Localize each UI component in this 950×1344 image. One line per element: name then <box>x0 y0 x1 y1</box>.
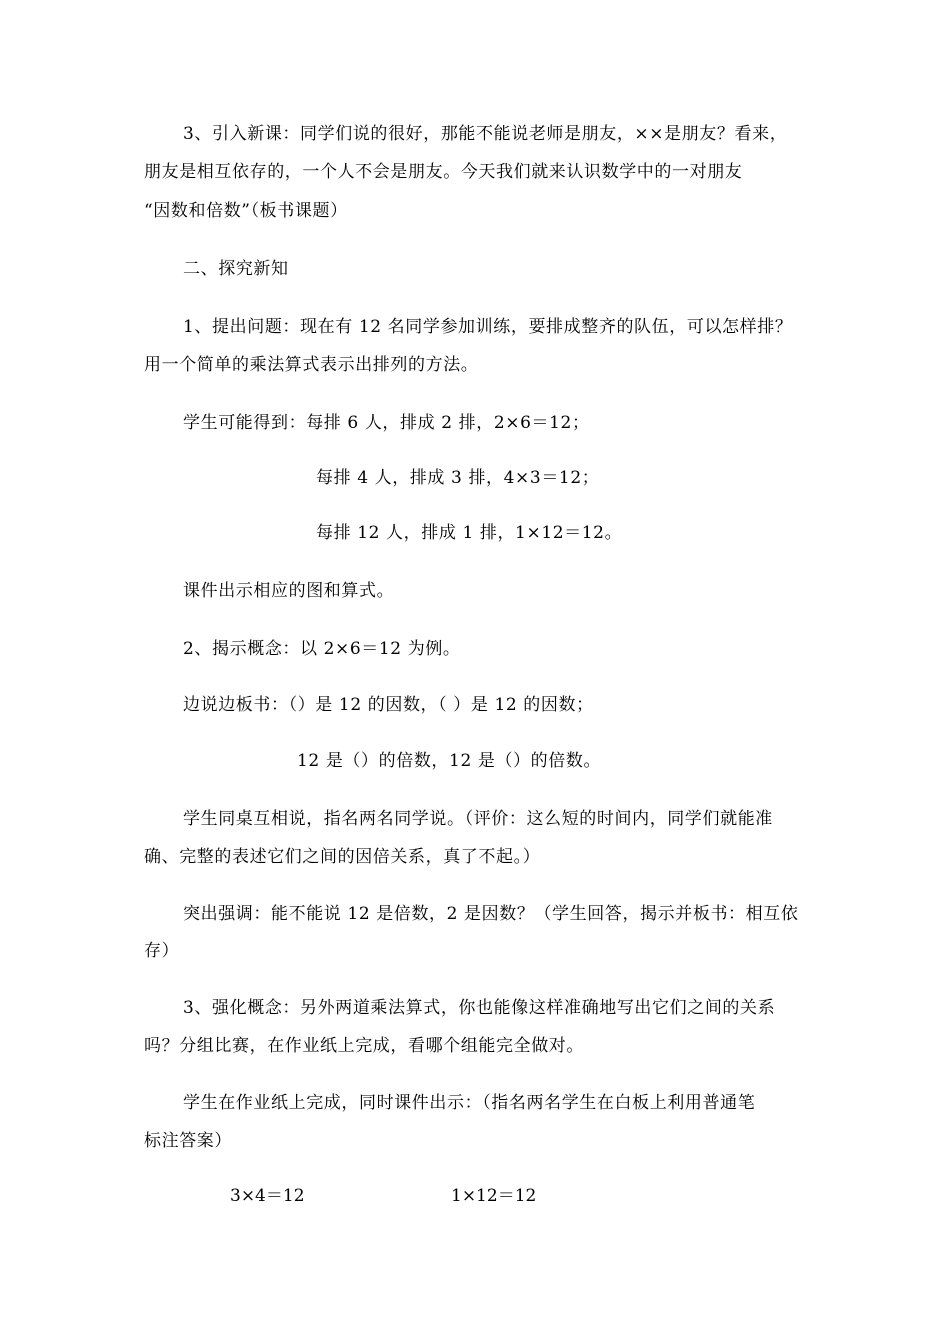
paragraph-line: 学生在作业纸上完成，同时课件出示：（指名两名学生在白板上利用普通笔 <box>183 1093 756 1113</box>
paragraph-line: 学生同桌互相说，指名两名同学说。（评价：这么短的时间内，同学们就能准 <box>183 809 773 829</box>
paragraph-line: 学生可能得到：每排 6 人，排成 2 排，2×6＝12； <box>183 413 590 433</box>
formula: 1×12＝12 <box>451 1186 537 1206</box>
paragraph-line: “因数和倍数”（板书课题） <box>144 201 348 221</box>
paragraph-line: 朋友是相互依存的，一个人不会是朋友。今天我们就来认识数学中的一对朋友 <box>144 162 743 182</box>
paragraph-line: 1、提出问题：现在有 12 名同学参加训练，要排成整齐的队伍，可以怎样排？ <box>183 317 793 337</box>
paragraph-line: 12 是（）的倍数，12 是（）的倍数。 <box>297 751 602 771</box>
paragraph-line: 每排 12 人，排成 1 排，1×12＝12。 <box>316 523 623 543</box>
paragraph-line: 标注答案） <box>144 1131 232 1151</box>
paragraph-line: 3、强化概念：另外两道乘法算式，你也能像这样准确地写出它们之间的关系 <box>183 998 776 1018</box>
paragraph-line: 3、引入新课：同学们说的很好，那能不能说老师是朋友，××是朋友？看来， <box>183 124 788 144</box>
paragraph-line: 边说边板书：（）是 12 的因数，（ ）是 12 的因数； <box>183 695 594 715</box>
section-heading: 二、探究新知 <box>183 259 289 279</box>
paragraph-line: 存） <box>144 941 180 961</box>
paragraph-line: 确、完整的表述它们之间的因倍关系，真了不起。） <box>144 847 541 867</box>
paragraph-line: 每排 4 人，排成 3 排，4×3＝12； <box>316 468 600 488</box>
paragraph-line: 突出强调：能不能说 12 是倍数，2 是因数？（学生回答，揭示并板书：相互依 <box>183 904 799 924</box>
paragraph-line: 2、揭示概念：以 2×6＝12 为例。 <box>183 639 461 659</box>
paragraph-line: 课件出示相应的图和算式。 <box>183 581 395 601</box>
paragraph-line: 吗？分组比赛，在作业纸上完成，看哪个组能完全做对。 <box>144 1036 584 1056</box>
formula: 3×4＝12 <box>230 1186 305 1206</box>
paragraph-line: 用一个简单的乘法算式表示出排列的方法。 <box>144 355 479 375</box>
